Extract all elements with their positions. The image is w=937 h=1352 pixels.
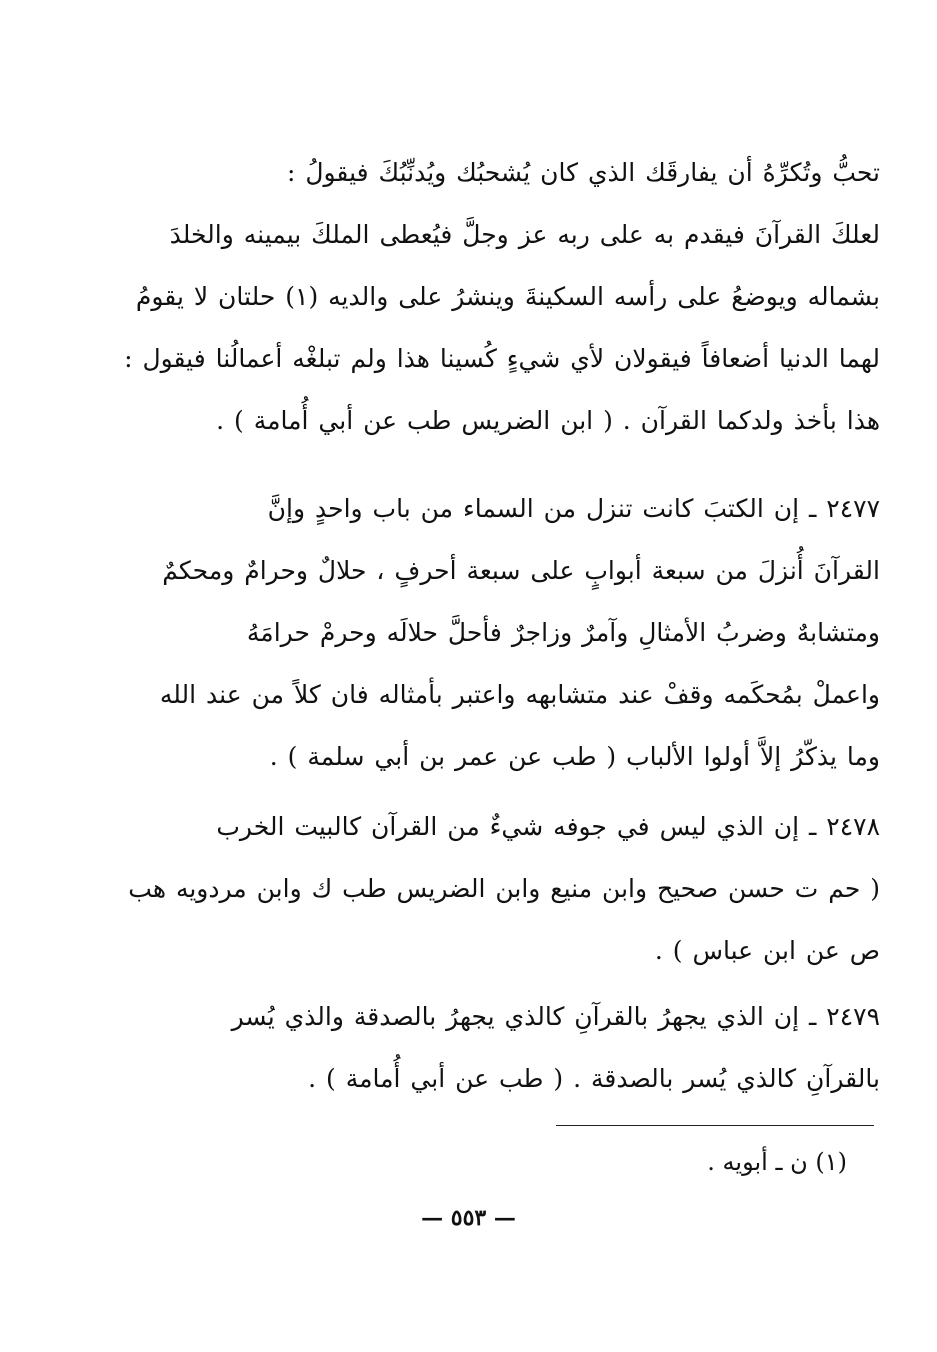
text-line: ٢٤٧٩ ـ إن الذي يجهرُ بالقرآنِ كالذي يجهرُ بالصدقة والذي يُسر [231, 1002, 880, 1031]
text-line: هذا بأخذ ولدكما القرآن . ( ابن الضريس طب عن أبي أُمامة ) . [216, 406, 880, 435]
hadith-2477 [160, 478, 880, 788]
hadith-2479 [160, 986, 880, 1110]
text-line: ومتشابهٌ وضربُ الأمثالِ وآمرٌ وزاجرٌ فأحلَّ حلالَه وحرمْ حرامَهُ [246, 618, 880, 647]
footnote: (١) ن ـ أبويه . [707, 1148, 847, 1176]
text-line: ٢٤٧٧ ـ إن الكتبَ كانت تنزل من السماء من باب واحدٍ وإنَّ [267, 494, 880, 523]
text-line: بشماله ويوضعُ على رأسه السكينةَ وينشرُ على والديه (١) حلتان لا يقومُ [135, 282, 880, 311]
text-line: وما يذكّرُ إلاَّ أولوا الألباب ( طب عن عمر بن أبي سلمة ) . [269, 742, 880, 771]
footnote-divider [556, 1125, 874, 1126]
text-line: ٢٤٧٨ ـ إن الذي ليس في جوفه شيءٌ من القرآن كالبيت الخرب [216, 812, 880, 841]
page-number: — ٥٥٣ — [421, 1205, 516, 1231]
text-line: القرآنَ أُنزلَ من سبعة أبوابٍ على سبعة أحرفٍ ، حلالٌ وحرامٌ ومحكمٌ [162, 556, 880, 585]
text-line: ص عن ابن عباس ) . [654, 936, 880, 965]
text-line: ( حم ت حسن صحيح وابن منيع وابن الضريس طب ك وابن مردويه هب [128, 874, 880, 903]
paragraph-continuation [124, 142, 880, 452]
text-line: لهما الدنيا أضعافاً فيقولان لأي شيءٍ كُسينا هذا ولم تبلغْه أعمالُنا فيقول : [124, 344, 880, 373]
text-line: واعملْ بمُحكَمه وقفْ عند متشابهه واعتبر بأمثاله فان كلاً من عند الله [159, 680, 880, 709]
hadith-2478 [128, 796, 880, 982]
text-line: تحبُّ وتُكرِّهُ أن يفارقَك الذي كان يُشحبُك ويُدنِّبُكَ فيقولُ : [286, 158, 880, 187]
text-line: لعلكَ القرآنَ فيقدم به على ربه عز وجلَّ فيُعطى الملكَ بيمينه والخلدَ [169, 220, 880, 249]
text-line: بالقرآنِ كالذي يُسر بالصدقة . ( طب عن أبي أُمامة ) . [308, 1064, 880, 1093]
